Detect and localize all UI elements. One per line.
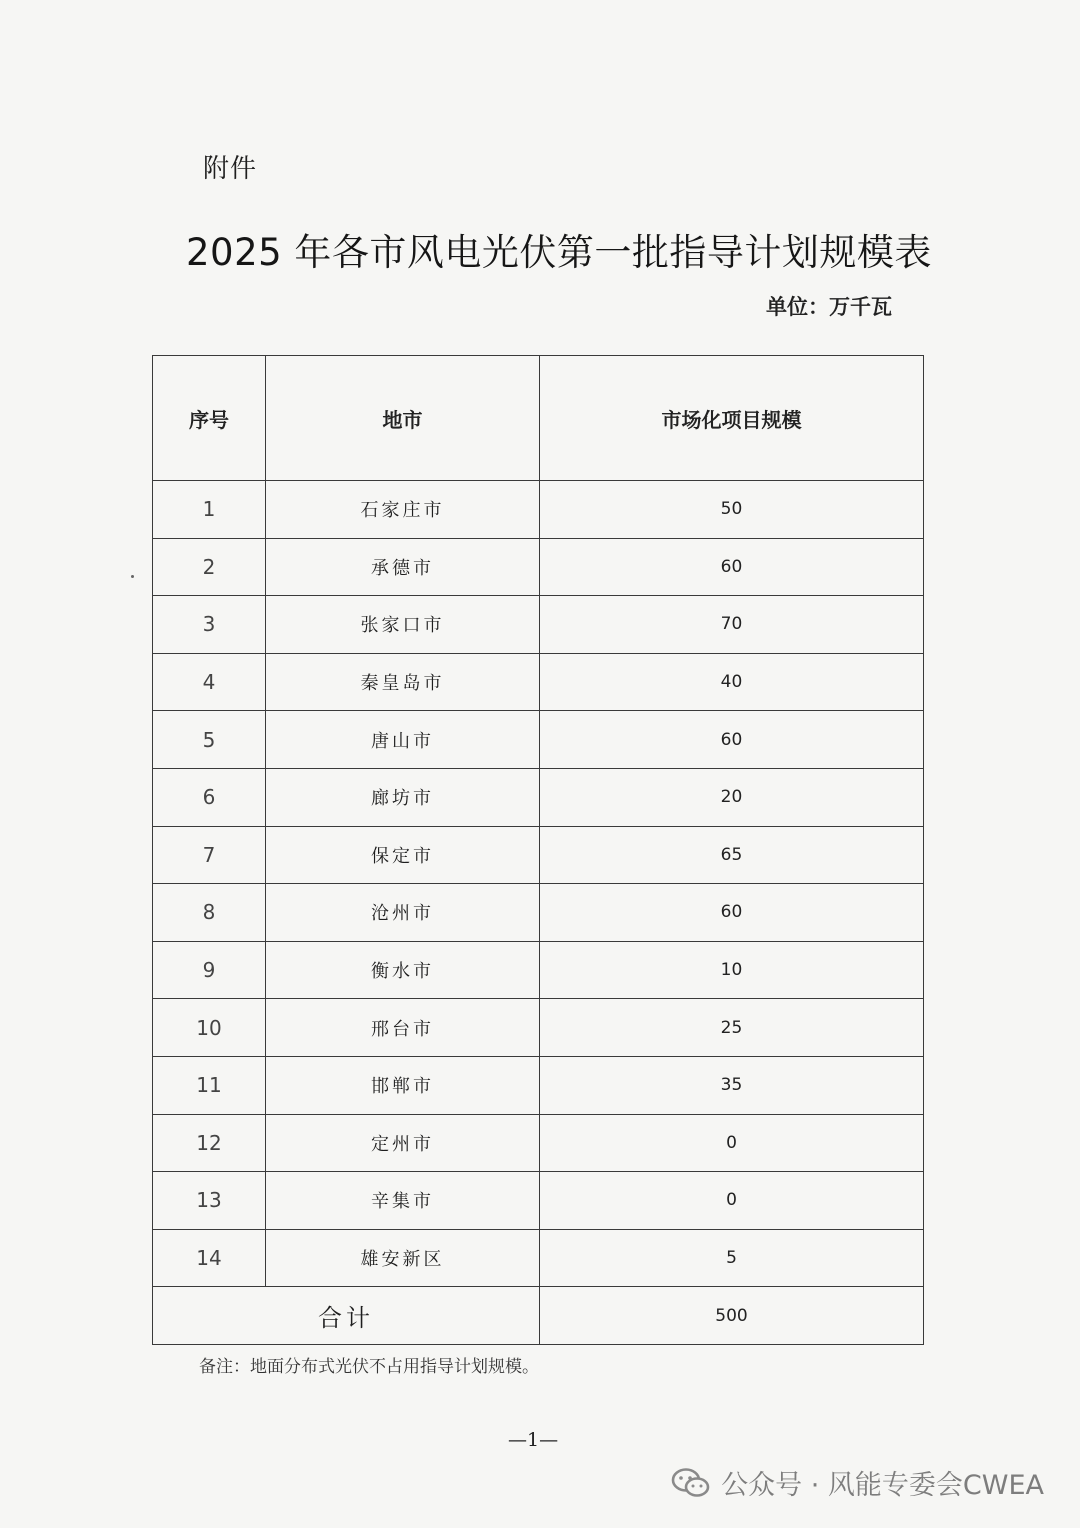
table-row bbox=[153, 1229, 924, 1287]
total-label: 合计 bbox=[153, 1287, 540, 1345]
row-value: 35 bbox=[540, 1056, 924, 1114]
row-value: 0 bbox=[540, 1172, 924, 1230]
row-value: 20 bbox=[540, 768, 924, 826]
scale-table bbox=[152, 355, 924, 1345]
wechat-icon bbox=[671, 1467, 711, 1499]
header-index: 序号 bbox=[153, 356, 266, 481]
row-city: 石家庄市 bbox=[266, 481, 540, 539]
row-value: 50 bbox=[540, 481, 924, 539]
table-header-row bbox=[153, 356, 924, 481]
row-index: 8 bbox=[153, 884, 266, 942]
table-row bbox=[153, 481, 924, 539]
row-city: 唐山市 bbox=[266, 711, 540, 769]
scan-speck bbox=[131, 575, 134, 578]
watermark bbox=[671, 1463, 1044, 1502]
row-index: 3 bbox=[153, 596, 266, 654]
row-city: 秦皇岛市 bbox=[266, 653, 540, 711]
watermark-text: 公众号 · 风能专委会CWEA bbox=[721, 1470, 1044, 1501]
row-value: 60 bbox=[540, 884, 924, 942]
row-value: 10 bbox=[540, 941, 924, 999]
row-index: 6 bbox=[153, 768, 266, 826]
row-city: 衡水市 bbox=[266, 941, 540, 999]
row-index: 10 bbox=[153, 999, 266, 1057]
table-row bbox=[153, 884, 924, 942]
row-value: 25 bbox=[540, 999, 924, 1057]
row-index: 13 bbox=[153, 1172, 266, 1230]
page-number: —1— bbox=[508, 1429, 559, 1451]
table-row bbox=[153, 596, 924, 654]
row-city: 保定市 bbox=[266, 826, 540, 884]
row-value: 65 bbox=[540, 826, 924, 884]
total-value: 500 bbox=[540, 1287, 924, 1345]
row-city: 张家口市 bbox=[266, 596, 540, 654]
table-row bbox=[153, 653, 924, 711]
total-row bbox=[153, 1287, 924, 1345]
row-index: 12 bbox=[153, 1114, 266, 1172]
row-city: 沧州市 bbox=[266, 884, 540, 942]
row-value: 70 bbox=[540, 596, 924, 654]
table-row bbox=[153, 1172, 924, 1230]
header-scale: 市场化项目规模 bbox=[540, 356, 924, 481]
footnote: 备注：地面分布式光伏不占用指导计划规模。 bbox=[199, 1357, 539, 1377]
table-row bbox=[153, 941, 924, 999]
unit-label: 单位：万千瓦 bbox=[766, 295, 892, 319]
row-index: 14 bbox=[153, 1229, 266, 1287]
row-city: 邯郸市 bbox=[266, 1056, 540, 1114]
row-value: 40 bbox=[540, 653, 924, 711]
row-city: 定州市 bbox=[266, 1114, 540, 1172]
table-row bbox=[153, 999, 924, 1057]
document-title: 2025 年各市风电光伏第一批指导计划规模表 bbox=[186, 231, 932, 274]
row-index: 2 bbox=[153, 538, 266, 596]
row-value: 0 bbox=[540, 1114, 924, 1172]
row-value: 5 bbox=[540, 1229, 924, 1287]
row-index: 1 bbox=[153, 481, 266, 539]
header-city: 地市 bbox=[266, 356, 540, 481]
row-value: 60 bbox=[540, 711, 924, 769]
table-row bbox=[153, 538, 924, 596]
table-row bbox=[153, 826, 924, 884]
row-city: 邢台市 bbox=[266, 999, 540, 1057]
row-index: 11 bbox=[153, 1056, 266, 1114]
table-row bbox=[153, 1056, 924, 1114]
row-city: 辛集市 bbox=[266, 1172, 540, 1230]
row-city: 承德市 bbox=[266, 538, 540, 596]
row-index: 9 bbox=[153, 941, 266, 999]
attachment-label: 附件 bbox=[203, 154, 258, 184]
table-row bbox=[153, 711, 924, 769]
row-value: 60 bbox=[540, 538, 924, 596]
row-city: 廊坊市 bbox=[266, 768, 540, 826]
row-index: 7 bbox=[153, 826, 266, 884]
row-index: 4 bbox=[153, 653, 266, 711]
table-row bbox=[153, 768, 924, 826]
table-row bbox=[153, 1114, 924, 1172]
row-city: 雄安新区 bbox=[266, 1229, 540, 1287]
row-index: 5 bbox=[153, 711, 266, 769]
